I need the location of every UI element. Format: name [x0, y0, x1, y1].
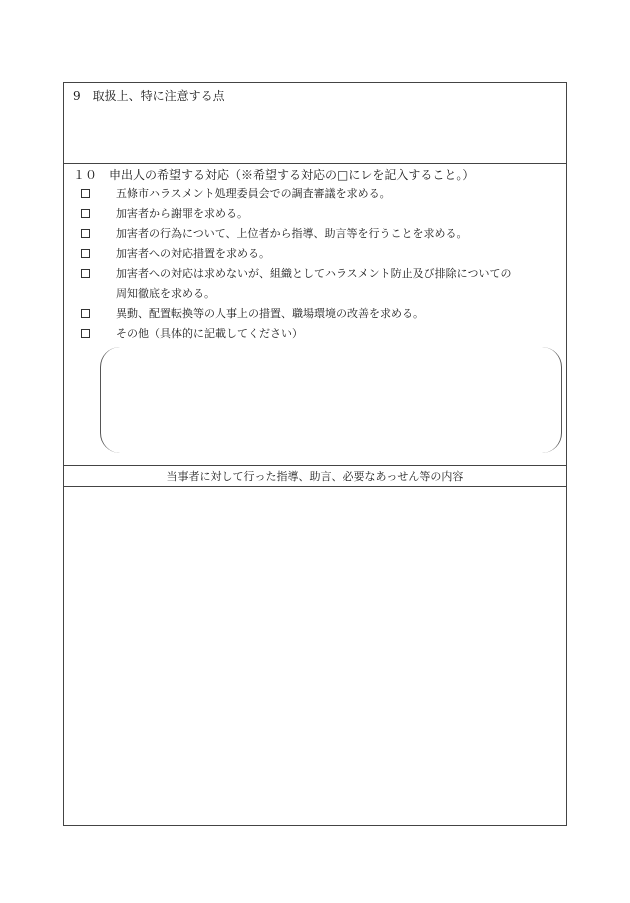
option-committee-review	[81, 184, 391, 203]
option-label-continuation: 周知徹底を求める。	[116, 287, 215, 300]
other-details-input-area[interactable]	[100, 347, 562, 453]
option-label: 加害者への対応は求めないが、組織としてハラスメント防止及び排除についての	[116, 267, 512, 280]
option-supervisor-guidance	[81, 224, 468, 243]
option-label: 五條市ハラスメント処理委員会での調査審議を求める。	[116, 187, 391, 200]
section-10-desired-response	[64, 164, 566, 466]
option-label: 加害者から謝罪を求める。	[116, 207, 248, 220]
checkbox-committee-review[interactable]	[81, 189, 90, 198]
consultation-form	[63, 82, 567, 826]
checkbox-apology[interactable]	[81, 209, 90, 218]
option-apology	[81, 204, 248, 223]
option-organizational-awareness	[81, 264, 512, 283]
checkbox-supervisor-guidance[interactable]	[81, 229, 90, 238]
option-other	[81, 324, 303, 343]
section-11-header: 当事者に対して行った指導、助言、必要なあっせん等の内容	[166, 470, 464, 483]
checkbox-personnel-measures[interactable]	[81, 309, 90, 318]
section-11-header-row	[64, 466, 566, 487]
checkbox-response-measures[interactable]	[81, 249, 90, 258]
option-label: 加害者への対応措置を求める。	[116, 247, 270, 260]
checkbox-other[interactable]	[81, 329, 90, 338]
option-personnel-measures	[81, 304, 424, 323]
checkbox-organizational-awareness[interactable]	[81, 269, 90, 278]
option-response-measures	[81, 244, 270, 263]
option-label: その他（具体的に記載してください）	[116, 327, 303, 340]
option-label: 加害者の行為について、上位者から指導、助言等を行うことを求める。	[116, 227, 468, 240]
option-label: 異動、配置転換等の人事上の措置、職場環境の改善を求める。	[116, 307, 424, 320]
section-9-title: 9 取扱上、特に注意する点	[73, 89, 225, 103]
section-10-title: １０ 申出人の希望する対応（※希望する対応の□にレを記入すること。）	[73, 168, 475, 182]
section-11-content-area[interactable]	[64, 487, 566, 825]
section-9-special-notes	[64, 83, 566, 164]
